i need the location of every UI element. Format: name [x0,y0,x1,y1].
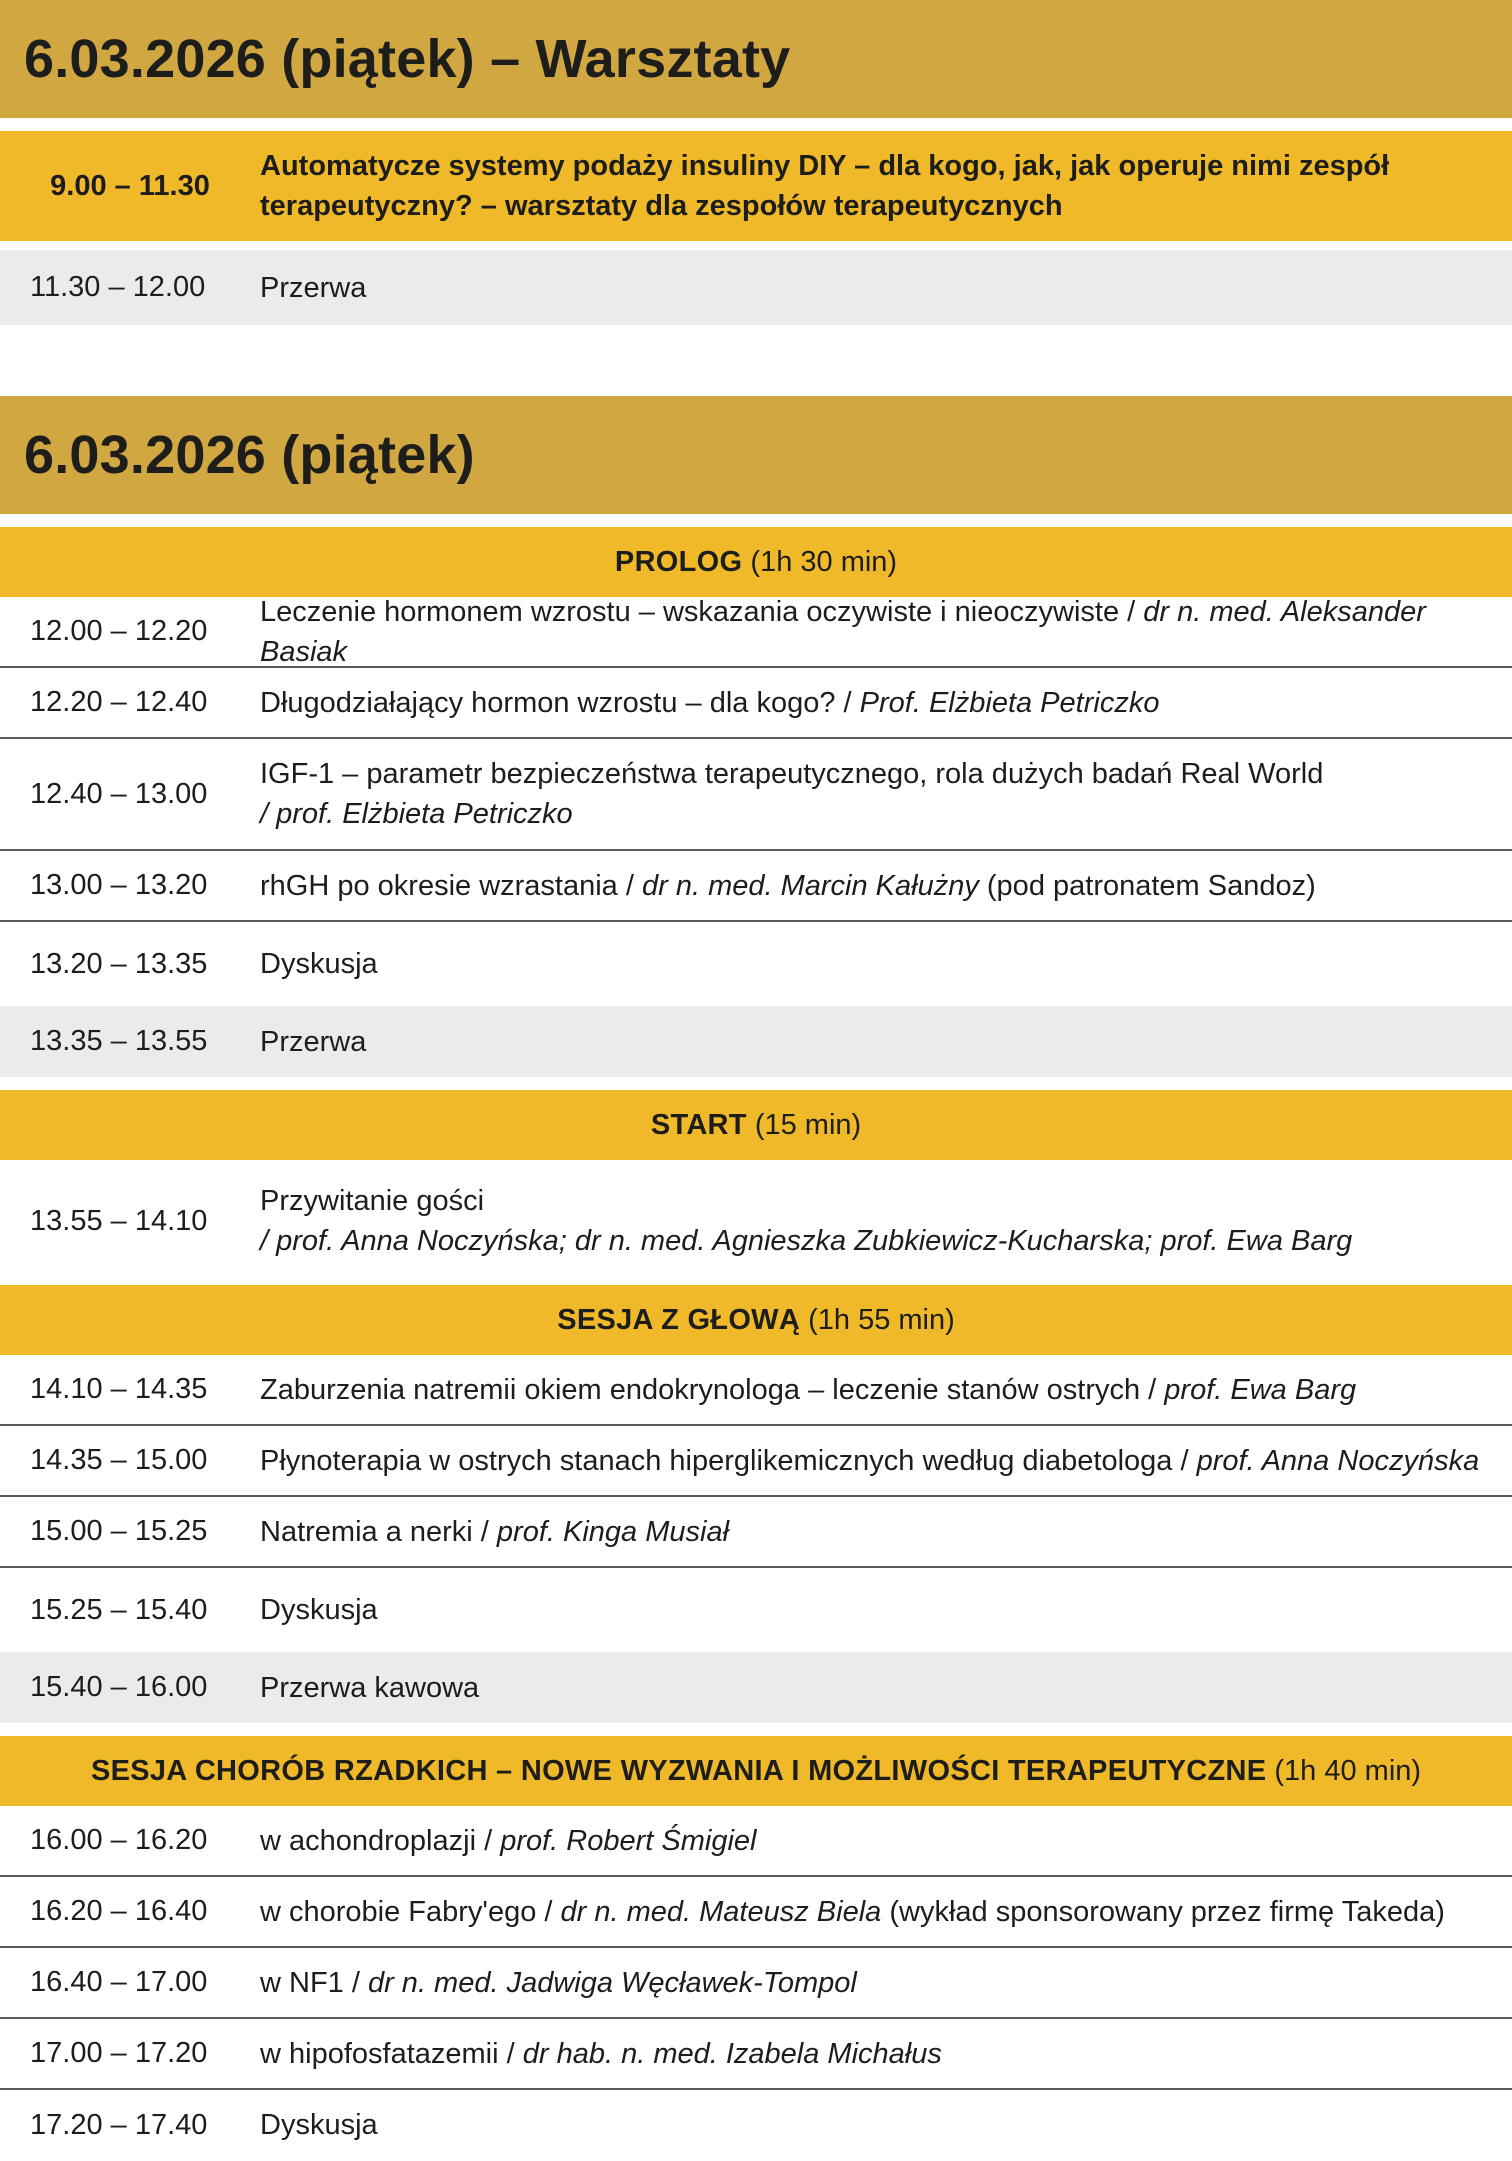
agenda-row [0,2019,1512,2090]
agenda-row [0,1568,1512,1652]
speaker: prof. Anna Noczyńska [1196,1444,1480,1477]
section-name: SESJA Z GŁOWĄ [557,1303,801,1336]
section-glowa [0,1285,1512,1355]
speaker: prof. Ewa Barg [1164,1373,1357,1406]
row-time: 13.20 – 13.35 [30,947,208,980]
break-row [0,1006,1512,1077]
row-text: Długodziałający hormon wzrostu – dla kogo? / Prof. Elżbieta Petriczko [260,686,1160,719]
speaker: / prof. Elżbieta Petriczko [260,798,573,830]
speaker: dr n. med. Marcin Kałużny [641,869,979,902]
row-time: 17.20 – 17.40 [30,2108,208,2141]
section-duration: (1h 30 min) [750,545,898,578]
agenda-row [0,1355,1512,1426]
row-time: 15.25 – 15.40 [30,1593,208,1626]
agenda-row [0,668,1512,739]
section-name: START [650,1108,747,1141]
section-name: SESJA CHORÓB RZADKICH – NOWE WYZWANIA I MOŻLIWOŚCI TERAPEUTYCZNE [90,1754,1267,1787]
speaker: prof. Robert Śmigiel [500,1824,757,1857]
row-text: Dyskusja [260,1594,378,1626]
row-time: 12.20 – 12.40 [30,686,208,718]
section-prolog [0,527,1512,597]
agenda-row [0,1497,1512,1568]
speaker: dr n. med. Jadwiga Węcławek-Tompol [367,1966,857,1999]
row-text: Leczenie hormonem wzrostu – wskazania oczywiste i nieoczywiste / dr n. med. Aleksander Basiak [260,595,1426,668]
speaker: dr n. med. Aleksander Basiak [260,595,1426,668]
row-text: Automatycze systemy podaży insuliny DIY – dla kogo, jak, jak operuje nimi zespół terapeutyczny? – warsztaty dla zespołów terapeutycznych [260,150,1390,222]
speaker: dr hab. n. med. Izabela Michałus [522,2037,942,2070]
section-duration: (1h 40 min) [1274,1754,1422,1787]
section-rare-diseases [0,1736,1512,1806]
workshops-day-header [0,0,1512,118]
agenda-row [0,1426,1512,1497]
row-text: w hipofosfatazemii / dr hab. n. med. Izabela Michałus [260,2037,942,2070]
row-time: 11.30 – 12.00 [30,271,206,303]
agenda-row [0,597,1512,668]
row-text: w achondroplazji / prof. Robert Śmigiel [260,1824,757,1857]
row-time: 16.00 – 16.20 [30,1824,208,1856]
row-text: Przywitanie gości / prof. Anna Noczyńska; dr n. med. Agnieszka Zubkiewicz-Kucharska; prof. Ewa Barg [260,1185,1353,1257]
agenda-row [0,1877,1512,1948]
row-time: 14.35 – 15.00 [30,1444,208,1476]
row-text: Przerwa [260,1025,367,1058]
row-text: rhGH po okresie wzrastania / dr n. med. Marcin Kałużny (pod patronatem Sandoz) [260,869,1316,902]
row-text: IGF-1 – parametr bezpieczeństwa terapeutycznego, rola dużych badań Real World / prof. Elżbieta Petriczko [260,758,1324,830]
section-start [0,1090,1512,1160]
speaker: dr n. med. Mateusz Biela [560,1895,882,1928]
row-note: (pod patronatem Sandoz) [978,869,1316,902]
speaker: Prof. Elżbieta Petriczko [859,686,1160,719]
row-time: 12.00 – 12.20 [30,615,208,647]
section-duration: (15 min) [754,1108,862,1141]
row-text: Przerwa kawowa [260,1671,480,1704]
day-header [0,396,1512,514]
row-time: 13.35 – 13.55 [30,1025,208,1057]
workshops-title: 6.03.2026 (piątek) – Warsztaty [24,29,791,89]
agenda-row [0,1806,1512,1877]
row-text: w NF1 / dr n. med. Jadwiga Węcławek-Tompol [260,1966,857,1999]
row-text: Dyskusja [260,948,378,980]
row-text: w chorobie Fabry'ego / dr n. med. Mateusz Biela (wykład sponsorowany przez firmę Takeda) [260,1895,1445,1928]
row-time: 12.40 – 13.00 [30,777,208,810]
row-time: 15.40 – 16.00 [30,1671,208,1703]
agenda-row [0,851,1512,922]
agenda-row [0,1160,1512,1282]
row-text: Płynoterapia w ostrych stanach hiperglikemicznych według diabetologa / prof. Anna Noczyńska [260,1444,1480,1477]
row-time: 16.40 – 17.00 [30,1966,208,1998]
row-text: Dyskusja [260,2109,378,2141]
row-text: Przerwa [260,271,367,304]
agenda-row [0,1948,1512,2019]
row-text: Zaburzenia natremii okiem endokrynologa – leczenie stanów ostrych / prof. Ewa Barg [260,1373,1357,1406]
agenda-row [0,739,1512,851]
speaker: prof. Kinga Musiał [496,1515,730,1548]
section-name: PROLOG [614,545,743,578]
row-time: 16.20 – 16.40 [30,1895,208,1927]
break-row [0,250,1512,325]
agenda-row [0,2090,1512,2160]
agenda-row [0,922,1512,1006]
row-text: Natremia a nerki / prof. Kinga Musiał [260,1515,730,1548]
row-time: 15.00 – 15.25 [30,1515,208,1547]
row-time: 13.00 – 13.20 [30,869,208,901]
workshop-row [0,131,1512,241]
break-row [0,1652,1512,1723]
day-title: 6.03.2026 (piątek) [24,425,475,485]
row-time: 14.10 – 14.35 [30,1373,208,1405]
row-time: 9.00 – 11.30 [50,169,210,202]
row-note: (wykład sponsorowany przez firmę Takeda) [881,1895,1445,1928]
row-time: 13.55 – 14.10 [30,1204,208,1237]
speaker: / prof. Anna Noczyńska; dr n. med. Agnieszka Zubkiewicz-Kucharska; prof. Ewa Barg [260,1225,1353,1257]
section-duration: (1h 55 min) [808,1303,955,1336]
row-time: 17.00 – 17.20 [30,2037,208,2069]
